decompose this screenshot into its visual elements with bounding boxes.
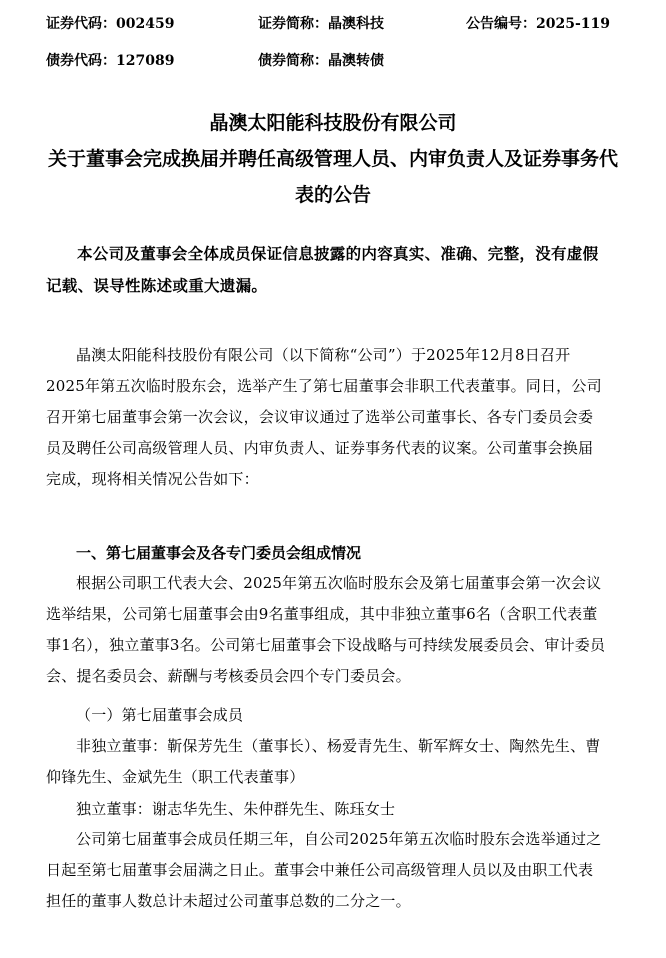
section-1-paragraph: 根据公司职工代表大会、2025年第五次临时股东会及第七届董事会第一次会议选举结果，公司第七届董事会由9名董事组成，其中非独立董事6名（含职工代表董事1名），独立董事3名。公司第七届董事会下设战略与可持续发展委员会、审计委员会、提名委员会、薪酬与考核委员会四个专门委员会。 <box>46 574 606 685</box>
stock-code: 证券代码：002459 <box>46 16 175 32</box>
header-row-bonds <box>46 51 606 71</box>
bond-code: 债券代码：127089 <box>46 53 175 69</box>
intro-paragraph: 晶澳太阳能科技股份有限公司（以下简称“公司”）于2025年12月8日召开2025年第五次临时股东会，选举产生了第七届董事会非职工代表董事。同日，公司召开第七届董事会第一次会议，会议审议通过了选举公司董事长、各专门委员会委员及聘任公司高级管理人员、内审负责人、证券事务代表的议案。公司董事会换届完成，现将相关情况公告如下： <box>46 346 602 488</box>
announcement-number: 公告编号：2025-119 <box>466 16 610 32</box>
announcement-title: 关于董事会完成换届并聘任高级管理人员、内审负责人及证券事务代表的公告 <box>47 148 618 206</box>
independent-directors: 独立董事：谢志华先生、朱仲群先生、陈珏女士 <box>76 800 396 818</box>
header-row-securities <box>46 14 610 34</box>
disclosure-statement: 本公司及董事会全体成员保证信息披露的内容真实、准确、完整，没有虚假记载、误导性陈述或重大遗漏。 <box>46 244 599 295</box>
non-independent-directors: 非独立董事：靳保芳先生（董事长）、杨爱青先生、靳军辉女士、陶然先生、曹仰锋先生、金斌先生（职工代表董事） <box>46 737 601 786</box>
stock-name: 证券简称：晶澳科技 <box>258 16 384 32</box>
bond-name: 债券简称：晶澳转债 <box>258 53 384 69</box>
section-1-heading: 一、第七届董事会及各专门委员会组成情况 <box>76 544 362 562</box>
company-title: 晶澳太阳能科技股份有限公司 <box>209 112 457 134</box>
document-header <box>46 14 610 88</box>
board-term-paragraph: 公司第七届董事会成员任期三年，自公司2025年第五次临时股东会选举通过之日起至第七届董事会届满之日止。董事会中兼任公司高级管理人员以及由职工代表担任的董事人数总计未超过公司董事总数的二分之一。 <box>46 830 602 910</box>
subsection-1-heading: （一）第七届董事会成员 <box>76 706 244 724</box>
